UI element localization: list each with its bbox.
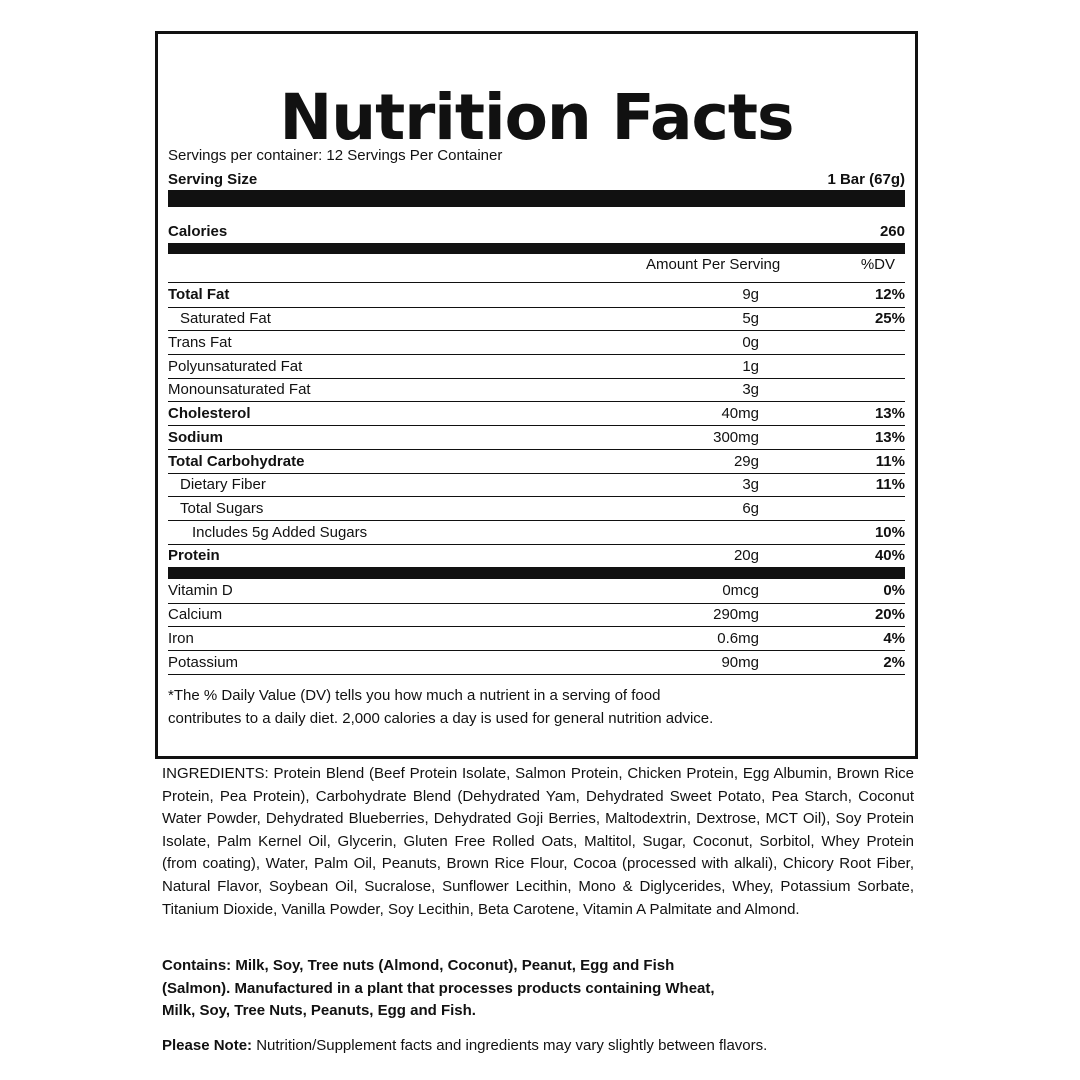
vitamin-amount: 0.6mg [717,630,759,647]
nutrient-row [168,544,905,567]
nutrient-name: Saturated Fat [180,310,271,327]
nutrient-dv: 10% [874,524,905,541]
daily-value-header: %DV [860,256,895,273]
nutrient-dv: 11% [875,476,905,493]
nutrient-amount: 3g [742,476,759,493]
nutrient-row [168,426,905,449]
nutrient-dv: 40% [874,547,905,564]
ingredients-text: INGREDIENTS: Protein Blend (Beef Protein Isolate, Salmon Protein, Chicken Protein, Egg Albumin, Brown Rice Protein, Pea Protein), Carbohydrate Blend (Dehydrated Yam, Dehydrated Sweet Potato, Pea Starch, Coconut Water Powder, Dehydrated Blueberries, Dehydrated Goji Berries, Maltodextrin, Dextrose, MCT Oil), Soy Protein Isolate, Palm Kernel Oil, Glycerin, Gluten Free Rolled Oats, Maltitol, Sugar, Coconut, Sorbitol, Whey Protein (from coating), Water, Palm Oil, Peanuts, Brown Rice Flour, Cocoa (processed with alkali), Chicory Root Fiber, Natural Flavor, Soybean Oil, Sucralose, Sunflower Lecithin, Mono & Diglycerides, Whey, Potassium Sorbate, Titanium Dioxide, Vanilla Powder, Soy Lecithin, Beta Carotene, Vitamin A Palmitate and Almond. [162,765,914,918]
vitamin-amount: 90mg [721,654,759,671]
nutrition-facts-title: Nutrition Facts [279,81,794,154]
vitamin-dv: 0% [883,582,905,599]
nutrient-name: Polyunsaturated Fat [168,358,303,375]
daily-value-footnote: *The % Daily Value (DV) tells you how much a nutrient in a serving of food contributes to a daily diet. 2,000 calories a day is used for general nutrition advice. [168,687,714,727]
please-note [162,1035,922,1057]
calories-row [168,223,905,240]
vitamin-row [168,627,905,650]
nutrient-amount: 40mg [721,405,759,422]
vitamin-name: Vitamin D [168,582,233,599]
serving-size-row [168,171,905,188]
nutrient-amount: 29g [733,453,759,470]
nutrient-row [168,355,905,378]
nutrient-dv: 25% [874,310,905,327]
nutrient-dv: 13% [874,429,905,446]
calories-value: 260 [879,223,905,240]
nutrient-amount: 3g [742,381,759,398]
allergen-statement: Contains: Milk, Soy, Tree nuts (Almond, Coconut), Peanut, Egg and Fish (Salmon). Manufactured in a plant that processes products containing Wheat, Milk, Soy, Tree Nuts, Peanuts, Egg and Fish. [162,957,715,1020]
vitamin-dv: 2% [883,654,905,671]
nutrient-name: Includes 5g Added Sugars [192,524,368,541]
vitamin-name: Calcium [168,606,223,623]
nutrient-amount: 0g [742,334,759,351]
nutrient-row [168,497,905,520]
nutrient-amount: 20g [733,547,759,564]
nutrient-name: Cholesterol [168,405,251,422]
nutrient-dv: 11% [875,453,905,470]
vitamin-dv: 20% [874,606,905,623]
vitamin-dv: 4% [883,630,905,647]
nutrient-name: Total Fat [168,286,230,303]
nutrient-name: Total Sugars [180,500,264,517]
nutrition-facts-panel [155,31,918,759]
nutrient-row [168,378,905,401]
nutrient-amount: 5g [742,310,759,327]
calories-label: Calories [168,223,228,240]
nutrient-row [168,450,905,473]
nutrient-amount: 300mg [713,429,759,446]
thick-divider-vitamins [168,567,905,579]
nutrient-row [168,283,905,306]
thick-divider-calories [168,243,905,254]
nutrient-name: Protein [168,547,220,564]
vitamin-row [168,579,905,602]
vitamin-row [168,651,905,674]
vitamin-name: Iron [168,630,194,647]
nutrient-amount: 1g [742,358,759,375]
amount-per-serving-header: Amount Per Serving [646,256,781,273]
nutrient-row [168,307,905,330]
serving-size-label: Serving Size [168,171,258,188]
divider-line [168,674,905,675]
servings-per-container: Servings per container: 12 Servings Per Container [168,147,503,164]
thick-divider-top [168,190,905,207]
nutrient-name: Monounsaturated Fat [168,381,311,398]
vitamin-amount: 290mg [713,606,759,623]
please-note-text: Nutrition/Supplement facts and ingredients may vary slightly between flavors. [252,1037,768,1054]
vitamin-name: Potassium [168,654,239,671]
nutrient-dv: 13% [874,405,905,422]
nutrient-dv: 12% [874,286,905,303]
nutrient-name: Sodium [168,429,223,446]
please-note-label: Please Note: [162,1037,253,1054]
nutrient-row [168,331,905,354]
nutrient-amount: 9g [742,286,759,303]
serving-size-value: 1 Bar (67g) [827,171,905,188]
nutrient-row [168,473,905,496]
vitamin-row [168,603,905,626]
nutrient-amount: 6g [742,500,759,517]
vitamin-amount: 0mcg [722,582,759,599]
column-header-row [168,256,905,276]
nutrient-name: Trans Fat [168,334,232,351]
nutrient-row [168,521,905,544]
nutrient-name: Total Carbohydrate [168,453,305,470]
nutrient-row [168,402,905,425]
nutrient-name: Dietary Fiber [180,476,266,493]
